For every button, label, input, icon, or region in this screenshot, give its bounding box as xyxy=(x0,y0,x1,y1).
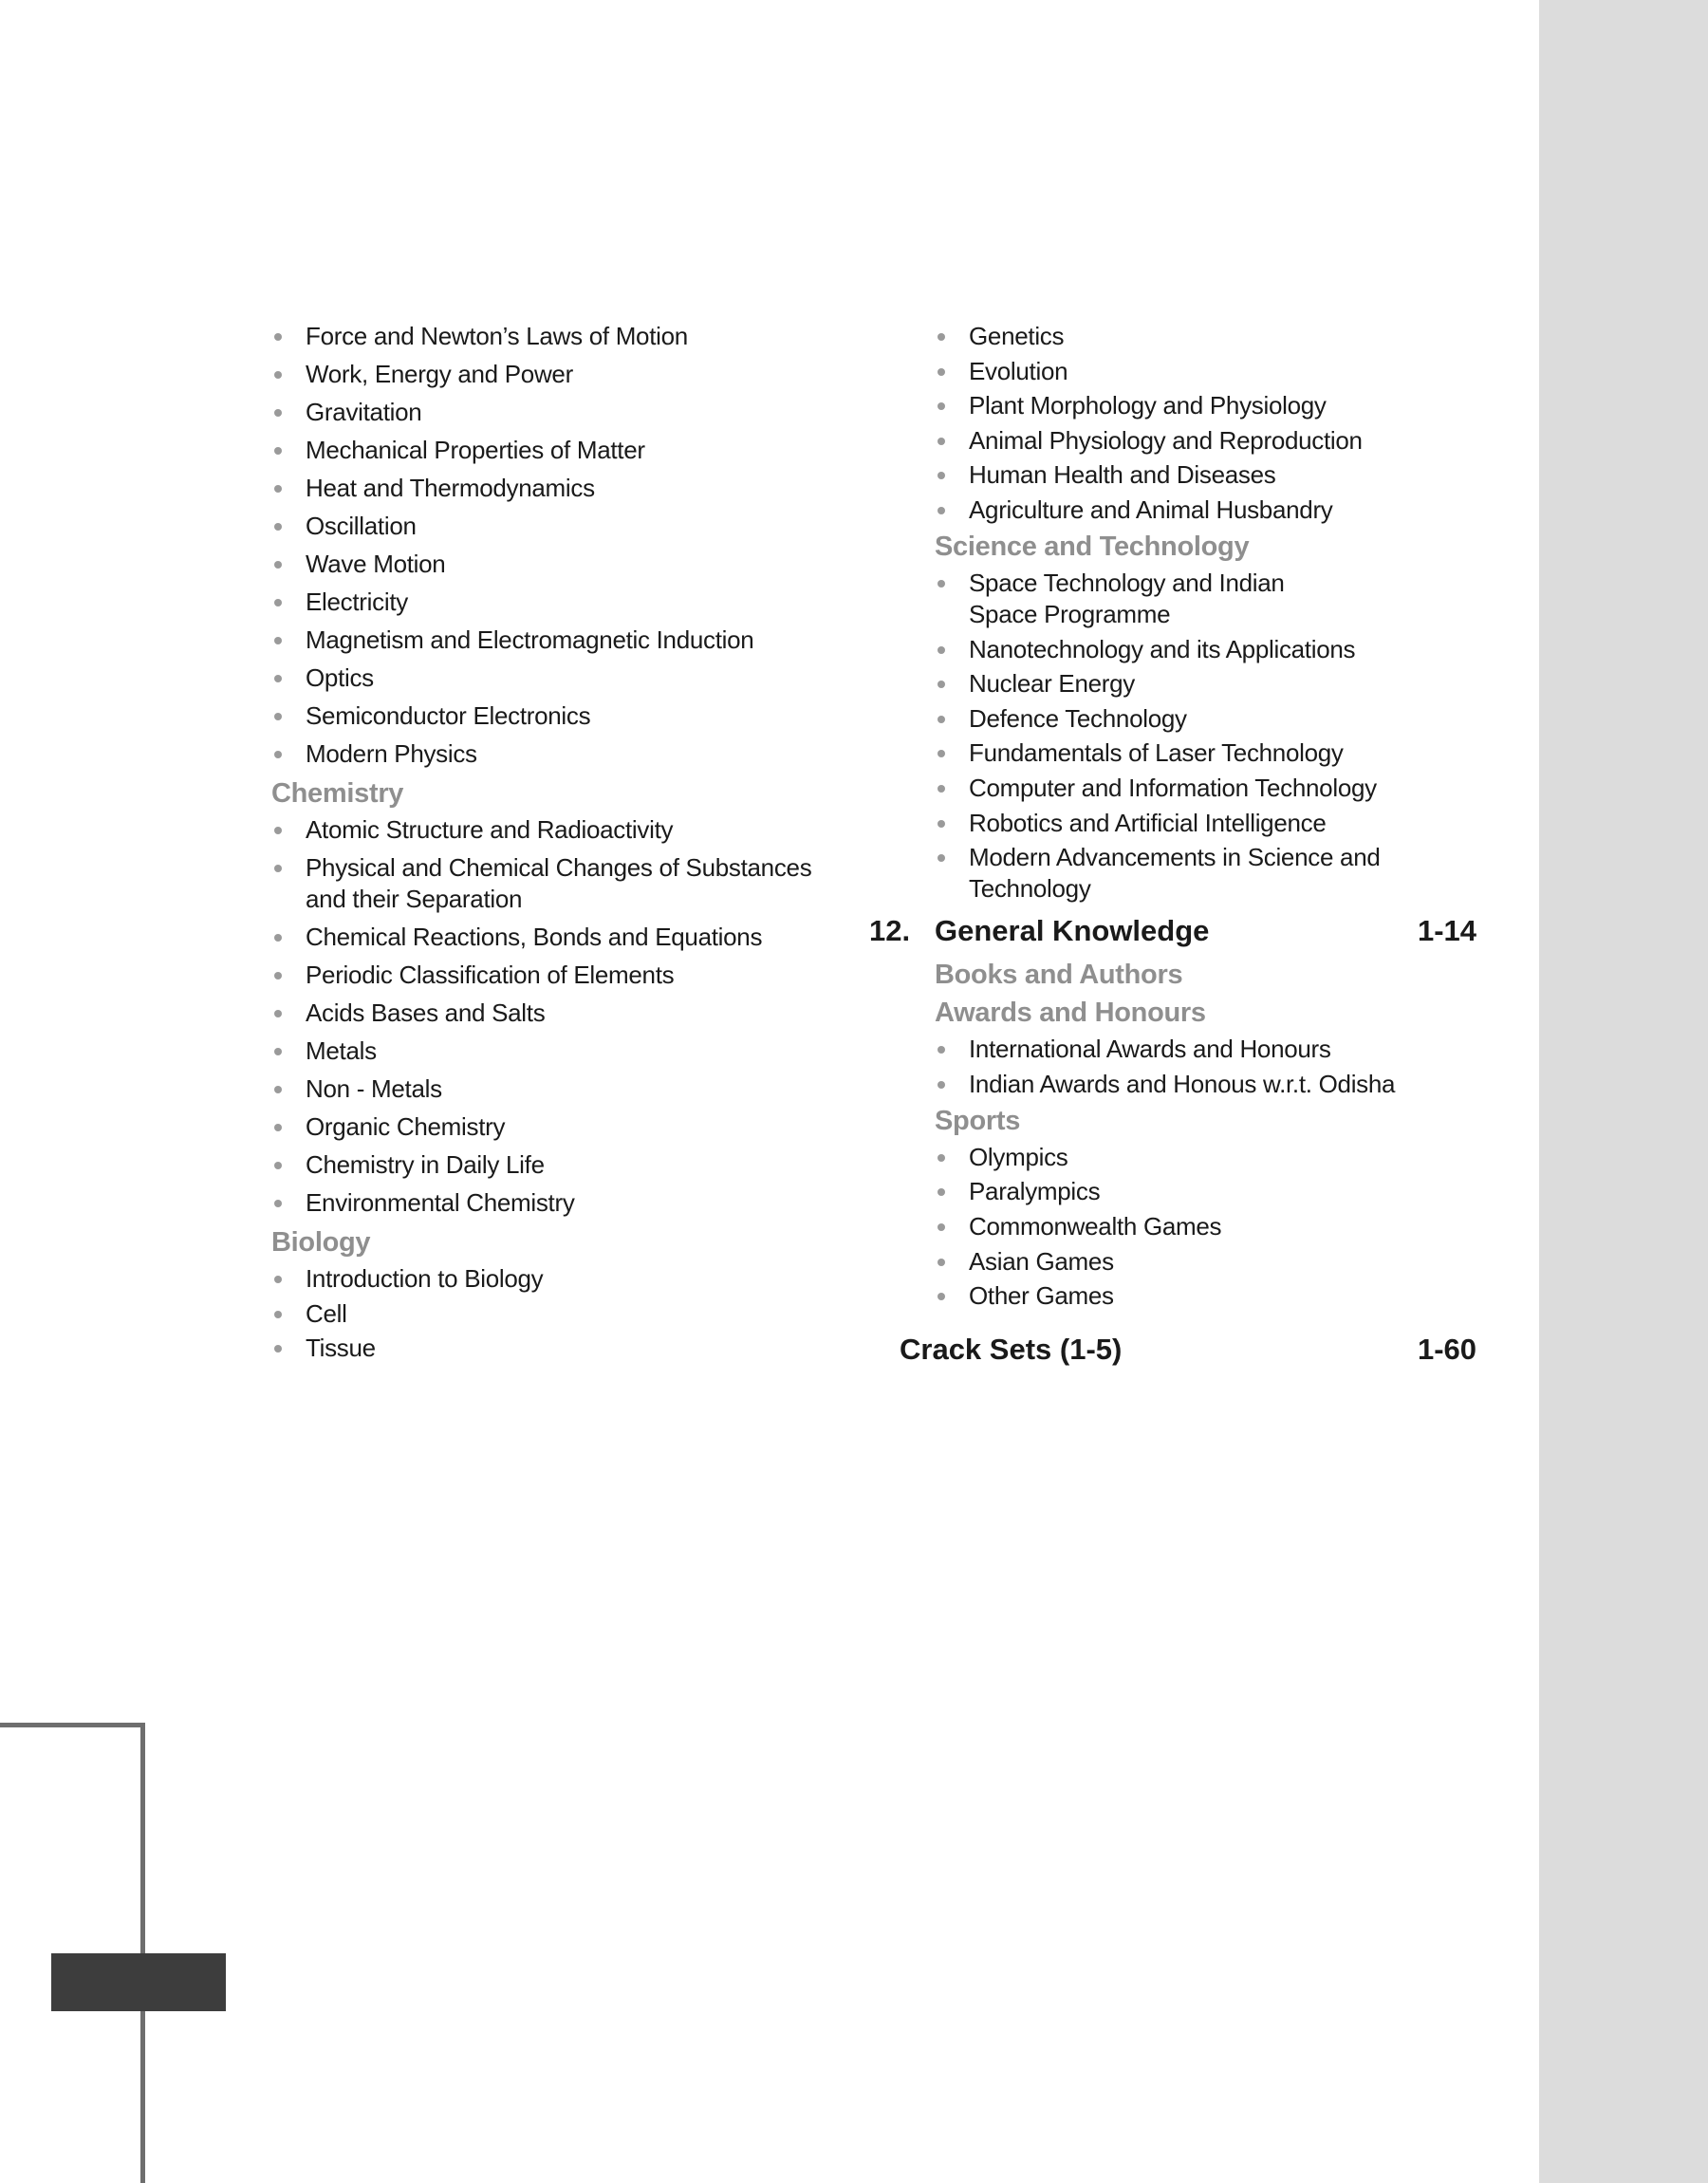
list-item-text: Physical and Chemical Changes of Substances and their Separation xyxy=(306,853,812,913)
biology-continued-list xyxy=(935,321,1476,526)
list-item xyxy=(271,359,841,390)
list-item-text: Fundamentals of Laser Technology xyxy=(969,738,1344,768)
bullet-icon xyxy=(274,1048,282,1055)
crack-sets-pages: 1-60 xyxy=(1417,1333,1476,1367)
list-item-text: Tissue xyxy=(306,1334,376,1363)
bullet-icon xyxy=(938,646,945,654)
list-item-text: Optics xyxy=(306,663,374,692)
right-column xyxy=(869,321,1476,1376)
list-item-text: Asian Games xyxy=(969,1246,1114,1276)
bullet-icon xyxy=(274,1200,282,1207)
list-item xyxy=(271,738,841,770)
list-item xyxy=(271,998,841,1029)
list-item-text: Genetics xyxy=(969,322,1065,350)
biology-list xyxy=(271,1263,841,1364)
list-item xyxy=(935,321,1476,352)
awards-list xyxy=(935,1034,1476,1100)
list-item-text: Chemistry in Daily Life xyxy=(306,1150,545,1179)
bullet-icon xyxy=(938,580,945,588)
list-item xyxy=(935,425,1476,457)
bullet-icon xyxy=(938,368,945,376)
list-item xyxy=(935,668,1476,700)
list-item-text: Oscillation xyxy=(306,512,417,540)
list-item xyxy=(271,814,841,846)
sports-heading: Sports xyxy=(935,1105,1021,1136)
list-item-text: Nanotechnology and its Applications xyxy=(969,634,1356,663)
bullet-icon xyxy=(938,750,945,757)
bullet-icon xyxy=(274,751,282,758)
bullet-icon xyxy=(938,1259,945,1266)
bullet-icon xyxy=(938,1081,945,1089)
list-item-text: Work, Energy and Power xyxy=(306,360,573,388)
bullet-icon xyxy=(274,1311,282,1318)
list-item-text: Agriculture and Animal Husbandry xyxy=(969,494,1333,524)
bullet-icon xyxy=(938,333,945,341)
list-item-text: Other Games xyxy=(969,1281,1114,1311)
list-item xyxy=(935,634,1476,665)
list-item-text: Semiconductor Electronics xyxy=(306,701,591,730)
bullet-icon xyxy=(274,1276,282,1283)
list-item xyxy=(271,1187,841,1219)
list-item-text: Chemical Reactions, Bonds and Equations xyxy=(306,923,763,951)
bullet-icon xyxy=(274,1345,282,1353)
sports-list xyxy=(935,1142,1476,1312)
list-item-text: Robotics and Artificial Intelligence xyxy=(969,808,1327,837)
list-item xyxy=(271,625,841,656)
list-item-text: Periodic Classification of Elements xyxy=(306,961,675,989)
list-item xyxy=(271,700,841,732)
list-item xyxy=(271,435,841,466)
list-item xyxy=(935,1246,1476,1278)
list-item-text: Gravitation xyxy=(306,398,422,426)
list-item-text: Atomic Structure and Radioactivity xyxy=(306,815,674,844)
list-item-text: Mechanical Properties of Matter xyxy=(306,436,645,464)
list-item-text: Commonwealth Games xyxy=(969,1211,1222,1241)
list-item-text: Acids Bases and Salts xyxy=(306,998,546,1027)
list-item xyxy=(935,1211,1476,1242)
bullet-icon xyxy=(938,1223,945,1231)
list-item xyxy=(935,1142,1476,1173)
list-item xyxy=(935,703,1476,735)
chapter-entry xyxy=(869,910,1476,954)
list-item xyxy=(271,511,841,542)
list-item xyxy=(935,1069,1476,1100)
chapter-title: General Knowledge xyxy=(935,914,1210,948)
list-item xyxy=(271,922,841,953)
list-item-text: Non - Metals xyxy=(306,1074,442,1103)
bullet-icon xyxy=(274,371,282,379)
list-item xyxy=(935,459,1476,491)
bullet-icon xyxy=(938,402,945,410)
list-item xyxy=(271,397,841,428)
crack-sets-title: Crack Sets (1-5) xyxy=(900,1333,1123,1367)
list-item xyxy=(271,662,841,694)
bullet-icon xyxy=(274,523,282,531)
bullet-icon xyxy=(938,1188,945,1196)
list-item xyxy=(935,1034,1476,1065)
list-item xyxy=(935,494,1476,526)
list-item-text: Evolution xyxy=(969,356,1068,385)
list-item-text: Paralympics xyxy=(969,1177,1101,1206)
bullet-icon xyxy=(938,716,945,723)
bullet-icon xyxy=(274,599,282,606)
right-bottom-block xyxy=(869,958,1476,1312)
list-item xyxy=(271,1111,841,1143)
bullet-icon xyxy=(274,675,282,682)
list-item-text: International Awards and Honours xyxy=(969,1035,1331,1064)
bullet-icon xyxy=(274,934,282,942)
list-item-text: Environmental Chemistry xyxy=(306,1188,575,1217)
list-item-text: Force and Newton’s Laws of Motion xyxy=(306,322,688,350)
list-item xyxy=(935,842,1476,905)
bullet-icon xyxy=(938,1046,945,1054)
list-item xyxy=(271,852,841,915)
list-item xyxy=(935,568,1476,630)
chapter-pages: 1-14 xyxy=(1417,914,1476,948)
bullet-icon xyxy=(274,447,282,455)
list-item xyxy=(271,960,841,991)
list-item-text: Electricity xyxy=(306,588,408,616)
bullet-icon xyxy=(274,637,282,644)
bullet-icon xyxy=(938,438,945,445)
side-margin-band xyxy=(1539,0,1708,2183)
list-item-text: Metals xyxy=(306,1036,377,1065)
chapter-number: 12. xyxy=(869,914,911,948)
list-item-text: Olympics xyxy=(969,1142,1068,1171)
list-item-text: Modern Physics xyxy=(306,739,477,768)
bullet-icon xyxy=(938,472,945,479)
chemistry-heading: Chemistry xyxy=(271,778,404,809)
list-item-text: Computer and Information Technology xyxy=(969,773,1377,802)
chemistry-list xyxy=(271,814,841,1219)
bullet-icon xyxy=(274,1010,282,1017)
list-item-text: Introduction to Biology xyxy=(306,1264,544,1293)
list-item xyxy=(935,390,1476,421)
list-item-text: Cell xyxy=(306,1298,347,1328)
left-column xyxy=(271,321,841,1368)
list-item xyxy=(271,1298,841,1330)
science-technology-heading: Science and Technology xyxy=(935,531,1250,562)
list-item-text: Animal Physiology and Reproduction xyxy=(969,425,1363,455)
bullet-icon xyxy=(274,827,282,834)
bullet-icon xyxy=(274,865,282,872)
list-item xyxy=(935,773,1476,804)
list-item-text: Organic Chemistry xyxy=(306,1112,506,1141)
list-item-text: Modern Advancements in Science and Technology xyxy=(969,843,1381,904)
list-item-text: Plant Morphology and Physiology xyxy=(969,391,1327,420)
bullet-icon xyxy=(274,1124,282,1131)
bullet-icon xyxy=(938,507,945,514)
list-item xyxy=(935,1280,1476,1312)
bullet-icon xyxy=(938,785,945,793)
list-item xyxy=(935,808,1476,839)
bullet-icon xyxy=(274,1086,282,1093)
bullet-icon xyxy=(938,1293,945,1300)
bullet-icon xyxy=(938,1154,945,1162)
bullet-icon xyxy=(938,820,945,828)
list-item-text: Defence Technology xyxy=(969,703,1187,733)
page-tab-decoration xyxy=(51,1953,226,2011)
bullet-icon xyxy=(274,409,282,417)
list-item xyxy=(271,321,841,352)
list-item-text: Nuclear Energy xyxy=(969,669,1135,699)
biology-heading: Biology xyxy=(271,1227,371,1258)
bullet-icon xyxy=(274,972,282,980)
bullet-icon xyxy=(274,1162,282,1169)
list-item-text: Indian Awards and Honous w.r.t. Odisha xyxy=(969,1069,1396,1098)
physics-list xyxy=(271,321,841,770)
list-item xyxy=(935,1176,1476,1207)
list-item xyxy=(271,587,841,618)
list-item xyxy=(271,1263,841,1295)
crack-sets-entry xyxy=(869,1333,1476,1376)
bullet-icon xyxy=(274,713,282,720)
list-item-text: Human Health and Diseases xyxy=(969,460,1276,490)
right-top-block xyxy=(869,321,1476,905)
list-item xyxy=(271,1036,841,1067)
awards-honours-heading: Awards and Honours xyxy=(935,998,1206,1029)
books-authors-heading: Books and Authors xyxy=(935,960,1183,991)
list-item xyxy=(935,737,1476,769)
list-item xyxy=(271,1333,841,1364)
list-item xyxy=(271,473,841,504)
bullet-icon xyxy=(938,681,945,688)
list-item xyxy=(271,1149,841,1181)
list-item xyxy=(271,549,841,580)
bullet-icon xyxy=(274,561,282,569)
science-technology-list xyxy=(935,568,1476,905)
list-item-text: Heat and Thermodynamics xyxy=(306,474,595,502)
list-item xyxy=(271,1073,841,1105)
list-item-text: Magnetism and Electromagnetic Induction xyxy=(306,625,754,654)
list-item xyxy=(935,356,1476,387)
bullet-icon xyxy=(274,333,282,341)
list-item-text: Space Technology and Indian Space Programme xyxy=(969,568,1285,628)
bullet-icon xyxy=(938,854,945,862)
list-item-text: Wave Motion xyxy=(306,550,446,578)
bullet-icon xyxy=(274,485,282,493)
